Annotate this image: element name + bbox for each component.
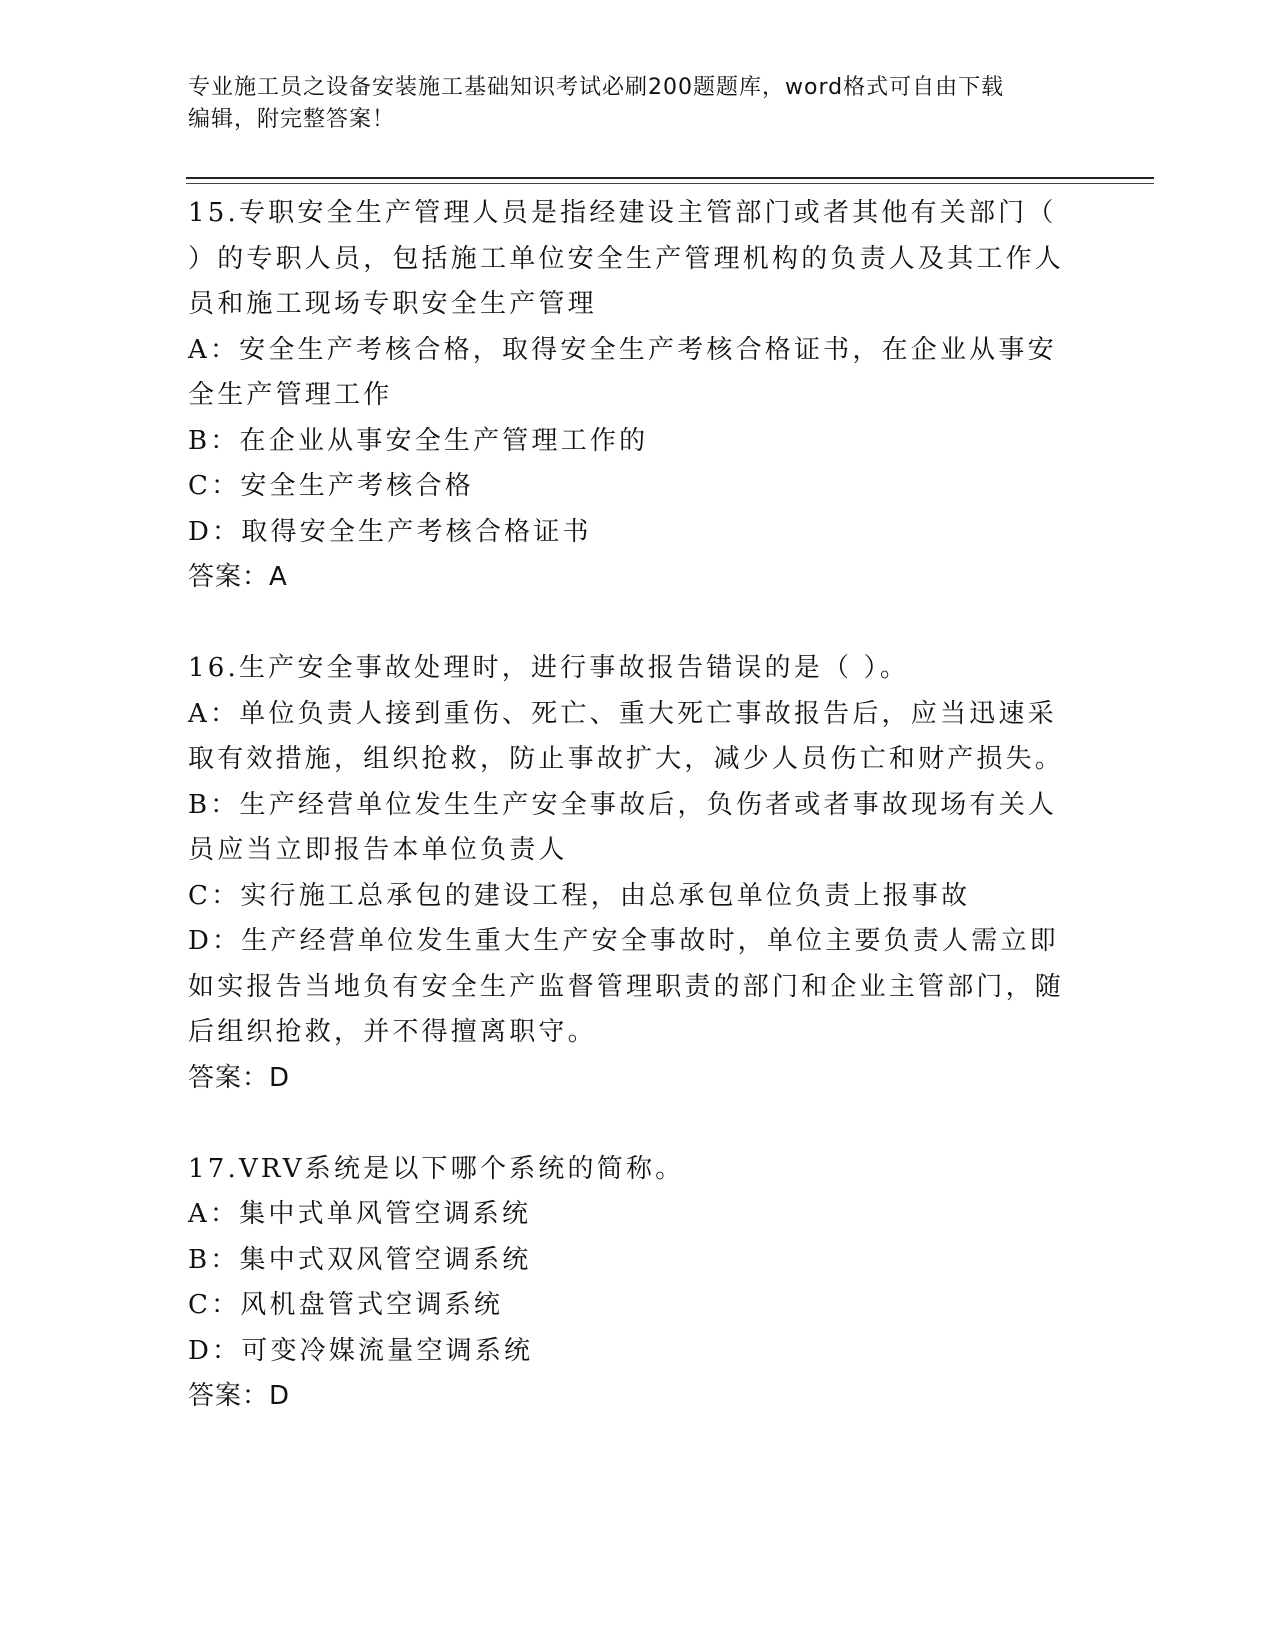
header-divider-thick bbox=[186, 177, 1154, 179]
header-divider-thin bbox=[186, 183, 1154, 184]
option-d: D：生产经营单位发生重大生产安全事故时，单位主要负责人需立即如实报告当地负有安全生产监督管理职责的部门和企业主管部门，随后组织抢救，并不得擅离职守。 bbox=[188, 926, 1065, 1047]
option-b: B：在企业从事安全生产管理工作的 bbox=[188, 425, 649, 456]
option-d: D：可变冷媒流量空调系统 bbox=[188, 1335, 534, 1366]
header-title-line-2: 编辑，附完整答案！ bbox=[188, 107, 396, 132]
question-stem: 17.VRV系统是以下哪个系统的简称。 bbox=[188, 1153, 685, 1184]
option-c: C：风机盘管式空调系统 bbox=[188, 1290, 504, 1320]
option-c: C：安全生产考核合格 bbox=[188, 471, 474, 501]
question-16 bbox=[188, 646, 1078, 1101]
question-stem: 15.专职安全生产管理人员是指经建设主管部门或者其他有关部门（ ）的专职人员，包括施工单位安全生产管理机构的负责人及其工作人员和施工现场专职安全生产管理 bbox=[188, 198, 1065, 319]
question-spacer bbox=[188, 1101, 1078, 1147]
header-title-line-1: 专业施工员之设备安装施工基础知识考试必刷200题题库，word格式可自由下载 bbox=[188, 75, 1005, 100]
document-header bbox=[188, 72, 1068, 136]
option-c: C：实行施工总承包的建设工程，由总承包单位负责上报事故 bbox=[188, 880, 971, 911]
question-15 bbox=[188, 191, 1078, 601]
option-a: A：安全生产考核合格，取得安全生产考核合格证书，在企业从事安全生产管理工作 bbox=[188, 334, 1057, 410]
option-b: B：集中式双风管空调系统 bbox=[188, 1244, 532, 1275]
question-stem: 16.生产安全事故处理时，进行事故报告错误的是（ ）。 bbox=[188, 653, 910, 683]
question-spacer bbox=[188, 601, 1078, 647]
question-17 bbox=[188, 1147, 1078, 1420]
option-b: B：生产经营单位发生生产安全事故后，负伤者或者事故现场有关人员应当立即报告本单位负责人 bbox=[188, 789, 1058, 865]
option-a: A：单位负责人接到重伤、死亡、重大死亡事故报告后，应当迅速采取有效措施，组织抢救，防止事故扩大，减少人员伤亡和财产损失。 bbox=[188, 698, 1065, 774]
option-d: D：取得安全生产考核合格证书 bbox=[188, 516, 592, 547]
question-list bbox=[188, 191, 1078, 1420]
option-a: A：集中式单风管空调系统 bbox=[188, 1199, 532, 1229]
answer-label: 答案：A bbox=[188, 562, 288, 592]
answer-label: 答案：D bbox=[188, 1062, 291, 1093]
answer-label: 答案：D bbox=[188, 1381, 291, 1411]
